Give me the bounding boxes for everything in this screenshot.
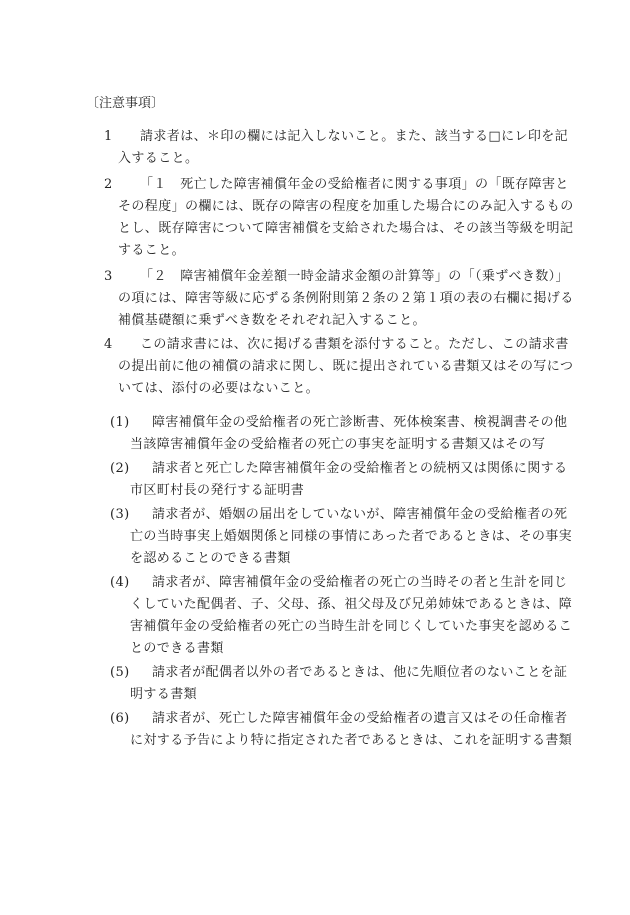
subitem-text: 障害補償年金の受給権者の死亡診断書、死体検案書、検視調書その他当該障害補償年金の受給権者の死亡の事実を証明する書類又はその写 <box>130 415 568 452</box>
attachment-subitem-4 <box>110 572 575 660</box>
note-item-1 <box>104 126 574 170</box>
subitem-number: (2) <box>110 461 130 476</box>
subitem-text: 請求者が、障害補償年金の受給権者の死亡の当時その者と生計を同じくしていた配偶者、子、父母、孫、祖父母及び兄弟姉妹であるときは、障害補償年金の受給権者の死亡の当時生計を同じくしていた事実を認めることのできる書類 <box>130 575 573 656</box>
subitem-number: (5) <box>110 665 130 680</box>
subitem-number: (4) <box>110 575 130 590</box>
subitem-text: 請求者と死亡した障害補償年金の受給権者との続柄又は関係に関する市区町村長の発行する証明書 <box>130 461 568 498</box>
attachment-subitem-5 <box>110 662 575 706</box>
note-item-2 <box>104 174 574 262</box>
note-item-number: 3 <box>104 269 113 284</box>
note-item-3 <box>104 266 574 332</box>
note-item-number: 1 <box>104 129 113 144</box>
attachment-subitem-3 <box>110 504 575 570</box>
note-item-text: 請求者は、＊印の欄には記入しないこと。また、該当する□にレ印を記入すること。 <box>118 129 569 166</box>
subitem-text: 請求者が、死亡した障害補償年金の受給権者の遺言又はその任命権者に対する予告により特に指定された者であるときは、これを証明する書類 <box>130 711 573 748</box>
note-item-4 <box>104 334 574 400</box>
note-item-text: この請求書には、次に掲げる書類を添付すること。ただし、この請求書の提出前に他の補償の請求に関し、既に提出されている書類又はその写については、添付の必要はないこと。 <box>118 337 574 396</box>
subitem-number: (1) <box>110 415 130 430</box>
subitem-text: 請求者が配偶者以外の者であるときは、他に先順位者のないことを証明する書類 <box>130 665 568 702</box>
note-item-text: 「１ 死亡した障害補償年金の受給権者に関する事項」の「既存障害とその程度」の欄には、既存の障害の程度を加重した場合にのみ記入するものとし、既存障害について障害補償を支給された場合は、その該当等級を明記すること。 <box>118 177 574 258</box>
note-item-number: 4 <box>104 337 113 352</box>
note-item-text: 「２ 障害補償年金差額一時金請求金額の計算等」の「（乗ずべき数）」の項には、障害等級に応ずる条例附則第２条の２第１項の表の右欄に掲げる補償基礎額に乗ずべき数をそれぞれ記入すること。 <box>118 269 574 328</box>
attachment-subitem-1 <box>110 412 575 456</box>
notes-heading: 〔注意事項〕 <box>86 96 165 111</box>
note-item-number: 2 <box>104 177 113 192</box>
subitem-number: (6) <box>110 711 130 726</box>
attachment-subitem-6 <box>110 708 575 752</box>
subitem-text: 請求者が、婚姻の届出をしていないが、障害補償年金の受給権者の死亡の当時事実上婚姻関係と同様の事情にあった者であるときは、その事実を認めることのできる書類 <box>130 507 573 566</box>
attachment-subitem-2 <box>110 458 575 502</box>
subitem-number: (3) <box>110 507 130 522</box>
